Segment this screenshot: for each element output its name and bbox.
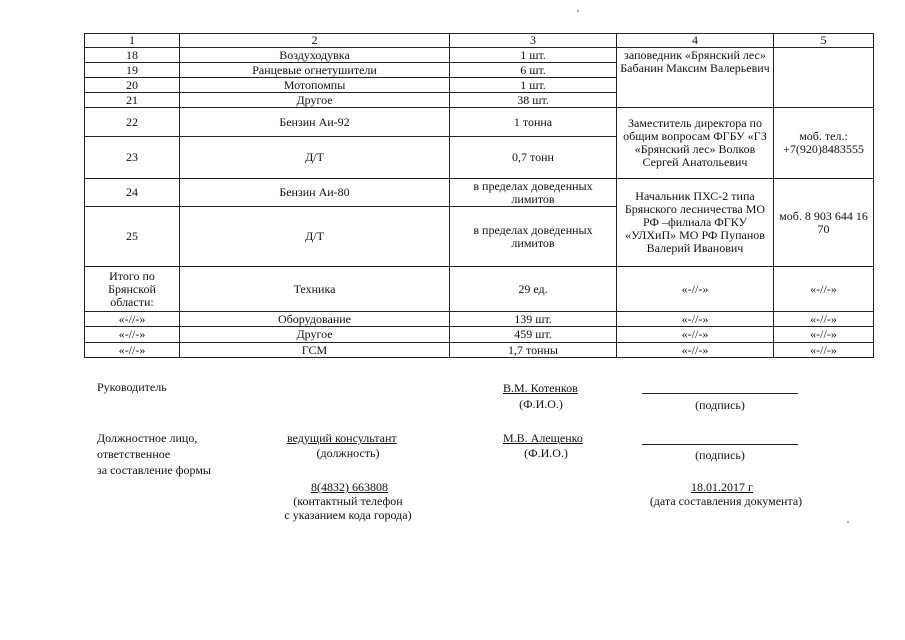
row-number: 19 xyxy=(85,63,180,78)
official-name: М.В. Алещенко xyxy=(503,431,583,445)
total-col4: «-//-» xyxy=(617,327,774,343)
item-name: Д/Т xyxy=(180,137,450,179)
total-row xyxy=(85,312,874,327)
total-col5: «-//-» xyxy=(774,343,874,358)
item-quantity: в пределах доведенных лимитов xyxy=(450,207,617,267)
header-cell-4: 4 xyxy=(617,34,774,48)
official-position: ведущий консультант xyxy=(287,431,397,445)
phone-cell: моб. тел.: +7(920)8483555 xyxy=(774,108,874,179)
official-label-line2: ответственное xyxy=(97,447,171,461)
total-name: Оборудование xyxy=(180,312,450,327)
scan-speck xyxy=(577,10,579,12)
header-cell-3: 3 xyxy=(450,34,617,48)
item-quantity: 0,7 тонн xyxy=(450,137,617,179)
table-row xyxy=(85,179,874,207)
total-label: «-//-» xyxy=(85,312,180,327)
responsible-person-cell: Начальник ПХС-2 типа Брянского лесничества МО РФ –филиала ФГКУ «УЛХиП» МО РФ Пупанов Валерий Иванович xyxy=(617,179,774,267)
head-label: Руководитель xyxy=(97,380,167,394)
item-name: Другое xyxy=(180,93,450,108)
total-col4: «-//-» xyxy=(617,312,774,327)
total-label: «-//-» xyxy=(85,327,180,343)
item-quantity: 38 шт. xyxy=(450,93,617,108)
total-name: ГСМ xyxy=(180,343,450,358)
item-quantity: в пределах доведенных лимитов xyxy=(450,179,617,207)
head-signature-line xyxy=(642,393,798,394)
total-label: Итого по Брянской области: xyxy=(85,267,180,312)
scan-speck xyxy=(847,521,849,523)
total-col4: «-//-» xyxy=(617,343,774,358)
item-name: Воздуходувка xyxy=(180,48,450,63)
row-number: 18 xyxy=(85,48,180,63)
total-row xyxy=(85,343,874,358)
phone-caption-line1: (контактный телефон xyxy=(293,494,403,508)
item-name: Д/Т xyxy=(180,207,450,267)
contact-phone: 8(4832) 663808 xyxy=(311,480,388,494)
official-signature-caption: (подпись) xyxy=(695,448,745,462)
phone-caption-line2: с указанием кода города) xyxy=(284,508,412,522)
row-number: 25 xyxy=(85,207,180,267)
total-col4: «-//-» xyxy=(617,267,774,312)
head-name: В.М. Котенков xyxy=(503,381,578,395)
phone-cell: моб. 8 903 644 16 70 xyxy=(774,179,874,267)
head-fio-caption: (Ф.И.О.) xyxy=(519,397,563,411)
document-date: 18.01.2017 г xyxy=(691,480,753,494)
total-quantity: 139 шт. xyxy=(450,312,617,327)
total-row xyxy=(85,267,874,312)
total-col5: «-//-» xyxy=(774,312,874,327)
row-number: 23 xyxy=(85,137,180,179)
responsible-person-cell: заповедник «Брянский лес» Бабанин Максим Валерьевич xyxy=(617,48,774,108)
head-signature-caption: (подпись) xyxy=(695,398,745,412)
row-number: 21 xyxy=(85,93,180,108)
header-row xyxy=(85,34,874,48)
table-row xyxy=(85,108,874,137)
official-signature-line xyxy=(642,444,798,445)
official-fio-caption: (Ф.И.О.) xyxy=(524,446,568,460)
phone-cell xyxy=(774,48,874,108)
header-cell-1: 1 xyxy=(85,34,180,48)
official-label-line3: за составление формы xyxy=(97,463,211,477)
total-quantity: 29 ед. xyxy=(450,267,617,312)
responsible-person-cell: Заместитель директора по общим вопросам ФГБУ «ГЗ «Брянский лес» Волков Сергей Анатольевич xyxy=(617,108,774,179)
header-cell-2: 2 xyxy=(180,34,450,48)
item-name: Бензин Аи-92 xyxy=(180,108,450,137)
total-name: Другое xyxy=(180,327,450,343)
row-number: 24 xyxy=(85,179,180,207)
item-name: Бензин Аи-80 xyxy=(180,179,450,207)
item-quantity: 6 шт. xyxy=(450,63,617,78)
total-col5: «-//-» xyxy=(774,267,874,312)
official-label-line1: Должностное лицо, xyxy=(97,431,198,445)
total-quantity: 1,7 тонны xyxy=(450,343,617,358)
total-label: «-//-» xyxy=(85,343,180,358)
total-name: Техника xyxy=(180,267,450,312)
row-number: 20 xyxy=(85,78,180,93)
header-cell-5: 5 xyxy=(774,34,874,48)
date-caption: (дата составления документа) xyxy=(649,494,803,508)
total-quantity: 459 шт. xyxy=(450,327,617,343)
position-caption: (должность) xyxy=(316,446,380,460)
resources-table xyxy=(84,33,874,358)
row-number: 22 xyxy=(85,108,180,137)
table-row xyxy=(85,48,874,63)
total-row xyxy=(85,327,874,343)
item-name: Ранцевые огнетушители xyxy=(180,63,450,78)
total-col5: «-//-» xyxy=(774,327,874,343)
item-name: Мотопомпы xyxy=(180,78,450,93)
item-quantity: 1 тонна xyxy=(450,108,617,137)
item-quantity: 1 шт. xyxy=(450,78,617,93)
item-quantity: 1 шт. xyxy=(450,48,617,63)
